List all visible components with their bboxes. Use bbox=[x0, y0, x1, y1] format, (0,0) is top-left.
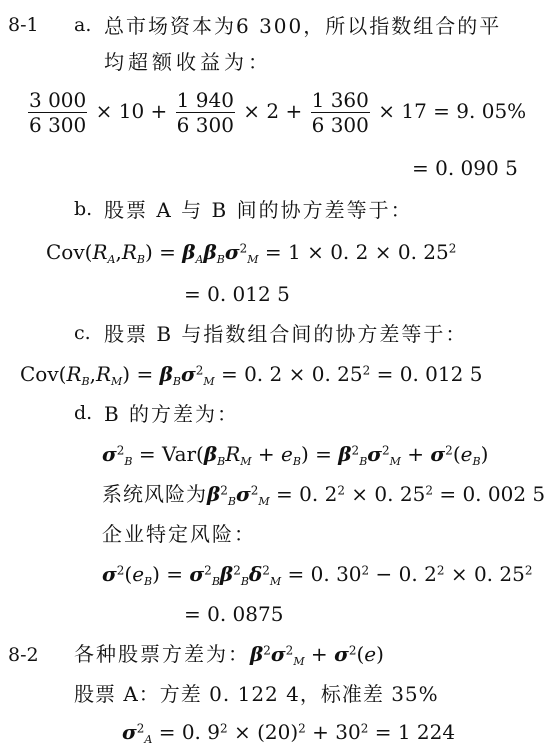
part-c-label: c. bbox=[74, 322, 91, 344]
fraction-2: $\frac{1 940}{6 300}$ bbox=[176, 88, 234, 137]
firm-specific-risk-equation: $\sigma^2(e_B) = \sigma^2_B\beta^2_B\delta^2_M = 0$. $30^2 - 0$. $2^2 \times 0$. $25^2$ bbox=[102, 562, 533, 588]
part-b-text: 股票 A 与 B 间的协方差等于： bbox=[104, 198, 413, 222]
part-a-text-line2: 均超额收益为： bbox=[104, 50, 272, 74]
part-a-result: = 0. 090 5 bbox=[412, 156, 518, 180]
fraction-3: $\frac{1 360}{6 300}$ bbox=[311, 88, 369, 137]
problem-8-2-number: 8-2 bbox=[8, 644, 39, 666]
stock-variance-line: 各种股票方差为：$\beta^2\sigma^2_M + \sigma^2(e)$ bbox=[74, 642, 384, 668]
part-b-result: = 0. 012 5 bbox=[184, 282, 290, 306]
stock-a-variance-equation: $\sigma^2_A = 0$. $9^2 \times (20)^2 + 30^2 = 1$ 224 bbox=[122, 720, 456, 746]
part-b-label: b. bbox=[74, 198, 93, 220]
part-d-result: = 0. 0875 bbox=[184, 602, 284, 626]
part-a-text-line1: 总市场资本为6 300，所以指数组合的平 bbox=[104, 14, 502, 38]
firm-specific-risk-label: 企业特定风险： bbox=[102, 522, 256, 546]
systematic-risk-line: 系统风险为$\beta^2_B\sigma^2_M = 0$. $2^2 \times 0$. $25^2 = 0$. 002 5 bbox=[102, 482, 546, 508]
part-d-label: d. bbox=[74, 402, 93, 424]
stock-variance-label: 各种股票方差为： bbox=[74, 642, 250, 666]
cov-ab-equation: $Cov(R_A,R_B) = \beta_A\beta_B\sigma^2_M = 1 \times 0$. 2 × 0. $25^2$ bbox=[46, 240, 457, 266]
fraction-1: $\frac{3 000}{6 300}$ bbox=[29, 88, 87, 137]
variance-b-equation: $\sigma^2_B = Var(\beta_BR_M + e_B) = \beta^2_B\sigma^2_M + \sigma^2(e_B)$ bbox=[102, 442, 489, 468]
excess-return-equation: $\frac{3 000}{6 300}$ × 10 + $\frac{1 940}{6 300}$ × 2 + $\frac{1 360}{6 300}$ × 17 = 9. 05% bbox=[29, 88, 527, 137]
problem-8-1-number: 8-1 bbox=[8, 14, 39, 36]
part-c-text: 股票 B 与指数组合间的协方差等于： bbox=[104, 322, 468, 346]
part-a-label: a. bbox=[74, 14, 92, 36]
stock-a-label: 股票 A：方差 0. 122 4，标准差 35% bbox=[74, 682, 439, 706]
systematic-risk-label: 系统风险为 bbox=[102, 482, 207, 506]
part-d-text: B 的方差为： bbox=[104, 402, 240, 426]
cov-bm-equation: $Cov(R_B,R_M) = \beta_B\sigma^2_M = 0$. 2 × 0. $25^2 = 0$. 012 5 bbox=[20, 362, 483, 388]
